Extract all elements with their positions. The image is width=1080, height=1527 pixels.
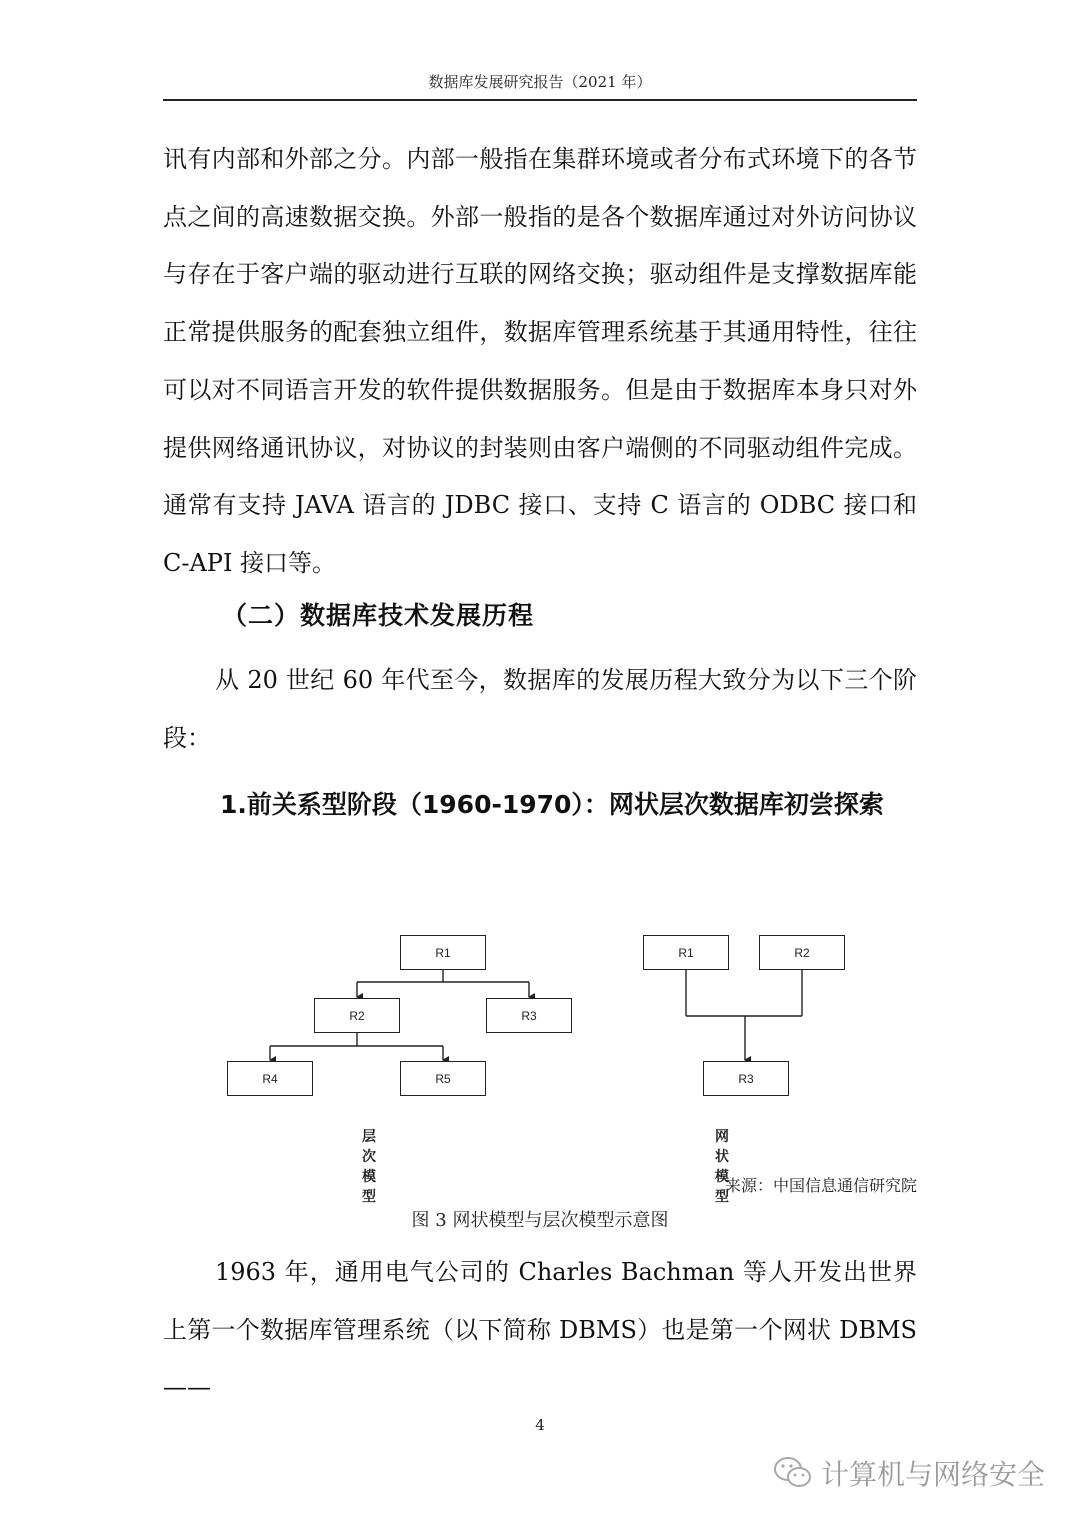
hier-node-r1: R1 [400,935,486,970]
figure-source: 来源：中国信息通信研究院 [724,1176,917,1195]
hierarchical-caption: 层次模型 [362,1129,376,1205]
page-number: 4 [535,1416,545,1434]
hier-node-r2: R2 [314,998,400,1033]
network-connectors [686,970,802,1060]
hier-node-r3: R3 [486,998,572,1033]
body-paragraph-1: 讯有内部和外部之分。内部一般指在集群环境或者分布式环境下的各节点之间的高速数据交换。外部一般指的是各个数据库通过对外访问协议与存在于客户端的驱动进行互联的网络交换；驱动组件是支撑数据库能正常提供服务的配套独立组件，数据库管理系统基于其通用特性，往往可以对不同语言开发的软件提供数据服务。但是由于数据库本身只对外提供网络通讯协议，对协议的封装则由客户端侧的不同驱动组件完成。通常有支持 JAVA 语言的 JDBC 接口、支持 C 语言的 ODBC 接口和 C-API 接口等。 [163,145,917,577]
body-paragraph-2: 从 20 世纪 60 年代至今，数据库的发展历程大致分为以下三个阶段： [163,666,917,752]
network-caption: 网状模型 [715,1129,729,1205]
figure-caption: 图 3 网状模型与层次模型示意图 [411,1210,669,1231]
net-node-r1: R1 [643,935,729,970]
sub-heading: 1.前关系型阶段（1960-1970）：网状层次数据库初尝探索 [220,790,884,819]
hier-node-r4: R4 [227,1061,313,1096]
net-node-r2: R2 [759,935,845,970]
page-header: 数据库发展研究报告（2021 年） [428,73,652,91]
net-node-r3: R3 [703,1061,789,1096]
body-paragraph-3: 1963 年，通用电气公司的 Charles Bachman 等人开发出世界上第一个数据库管理系统（以下简称 DBMS）也是第一个网状 DBMS—— [163,1258,917,1402]
watermark-text: 计算机与网络安全 [820,1458,1045,1491]
watermark [773,1453,1045,1493]
wechat-icon [773,1455,813,1491]
hier-node-r5: R5 [400,1061,486,1096]
section-heading: （二）数据库技术发展历程 [222,601,535,630]
